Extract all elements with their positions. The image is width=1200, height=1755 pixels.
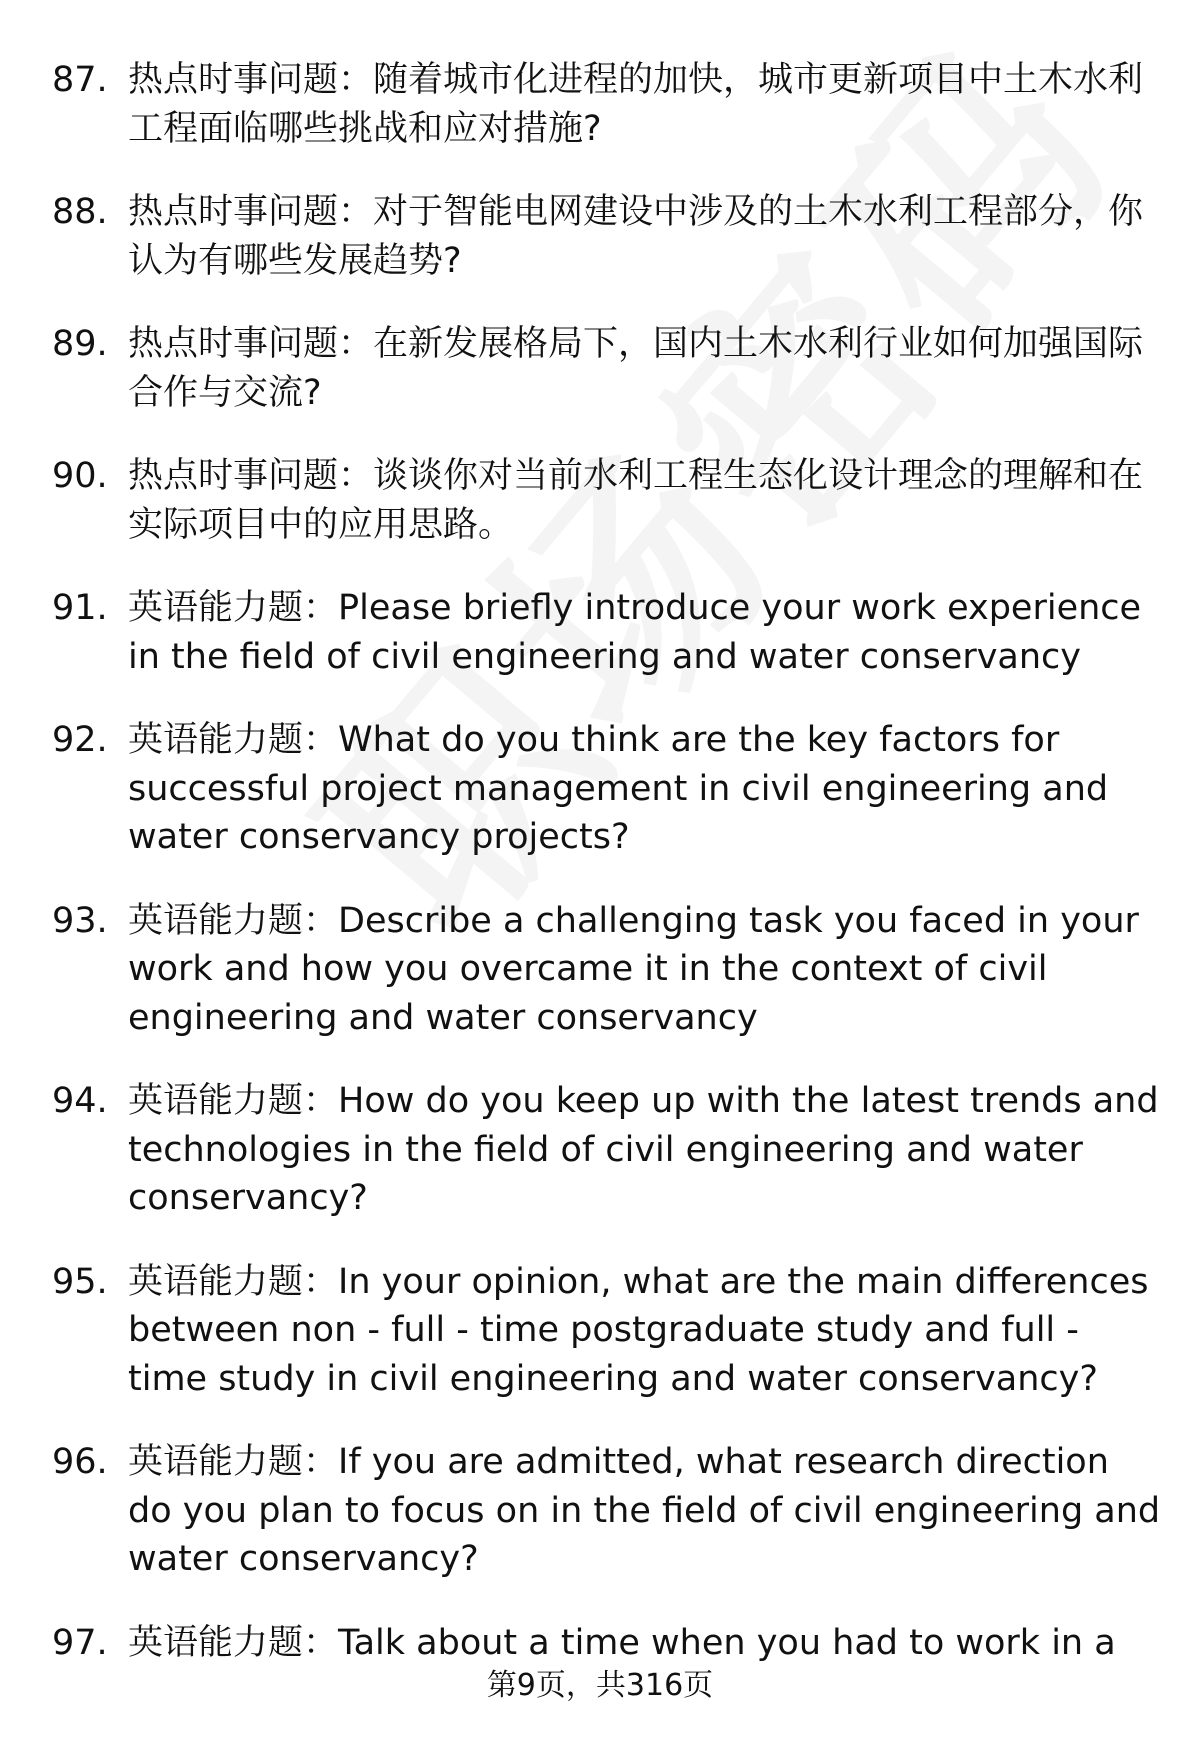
question-number: 88. (52, 192, 108, 232)
question-category: 英语能力题： (128, 1261, 339, 1302)
question-text: How do you keep up with the latest trends and technologies in the field of civil engineering and water conservancy? (128, 1081, 1159, 1218)
question-text: Describe a challenging task you faced in your work and how you overcame it in the context of civil engineering and water conservancy (128, 900, 1139, 1038)
question-text: Please briefly introduce your work experience in the field of civil engineering and water conservancy (128, 588, 1142, 677)
question-number: 92. (52, 720, 108, 760)
question-number: 94. (52, 1081, 108, 1121)
question-category: 英语能力题： (128, 900, 339, 941)
question-number: 90. (52, 456, 108, 496)
question-body (128, 188, 1162, 285)
question-category: 热点时事问题： (128, 456, 374, 496)
question-text: Talk about a time when you had to work in a (338, 1622, 1116, 1663)
question-body (128, 56, 1162, 153)
question-text: In your opinion, what are the main differences between non - full - time postgraduate study and full - time study in civil engineering and water conservancy? (128, 1261, 1149, 1399)
question-body (128, 1258, 1162, 1404)
question-text: 在新发展格局下，国内土木水利行业如何加强国际合作与交流? (128, 324, 1144, 413)
question-number: 97. (52, 1622, 108, 1663)
question-item (52, 1258, 1162, 1404)
question-item (52, 1619, 1162, 1668)
question-item (52, 452, 1162, 549)
question-category: 英语能力题： (128, 1622, 339, 1663)
question-category: 英语能力题： (128, 1442, 339, 1482)
question-number: 95. (52, 1261, 108, 1302)
question-item (52, 584, 1162, 681)
page-indicator: 第9页，共316页 (486, 1668, 714, 1703)
question-category: 热点时事问题： (128, 324, 374, 364)
question-text: 对于智能电网建设中涉及的土木水利工程部分，你认为有哪些发展趋势? (128, 192, 1144, 281)
question-body (128, 584, 1162, 681)
question-number: 93. (52, 900, 108, 941)
question-item (52, 1438, 1162, 1584)
question-body (128, 1619, 1162, 1668)
question-text: If you are admitted, what research direction do you plan to focus on in the field of civil engineering and water conservancy? (128, 1442, 1161, 1579)
question-item (52, 897, 1162, 1043)
question-category: 英语能力题： (128, 588, 339, 628)
question-category: 热点时事问题： (128, 192, 374, 232)
question-body (128, 897, 1162, 1043)
question-body (128, 716, 1162, 862)
question-list (52, 56, 1162, 1702)
question-category: 英语能力题： (128, 1081, 339, 1121)
question-category: 热点时事问题： (128, 60, 374, 100)
question-number: 87. (52, 60, 108, 100)
question-item (52, 188, 1162, 285)
question-number: 96. (52, 1442, 108, 1482)
question-item (52, 1077, 1162, 1223)
question-item (52, 320, 1162, 417)
question-text: What do you think are the key factors for successful project management in civil engineering and water conservancy projects? (128, 720, 1109, 857)
question-body (128, 452, 1162, 549)
question-item (52, 716, 1162, 862)
page-footer (0, 1666, 1200, 1706)
question-item (52, 56, 1162, 153)
question-number: 91. (52, 588, 108, 628)
question-body (128, 1438, 1162, 1584)
question-number: 89. (52, 324, 108, 364)
question-body (128, 1077, 1162, 1223)
question-text: 随着城市化进程的加快，城市更新项目中土木水利工程面临哪些挑战和应对措施? (128, 60, 1144, 149)
question-category: 英语能力题： (128, 720, 339, 760)
question-body (128, 320, 1162, 417)
question-text: 谈谈你对当前水利工程生态化设计理念的理解和在实际项目中的应用思路。 (128, 456, 1144, 545)
